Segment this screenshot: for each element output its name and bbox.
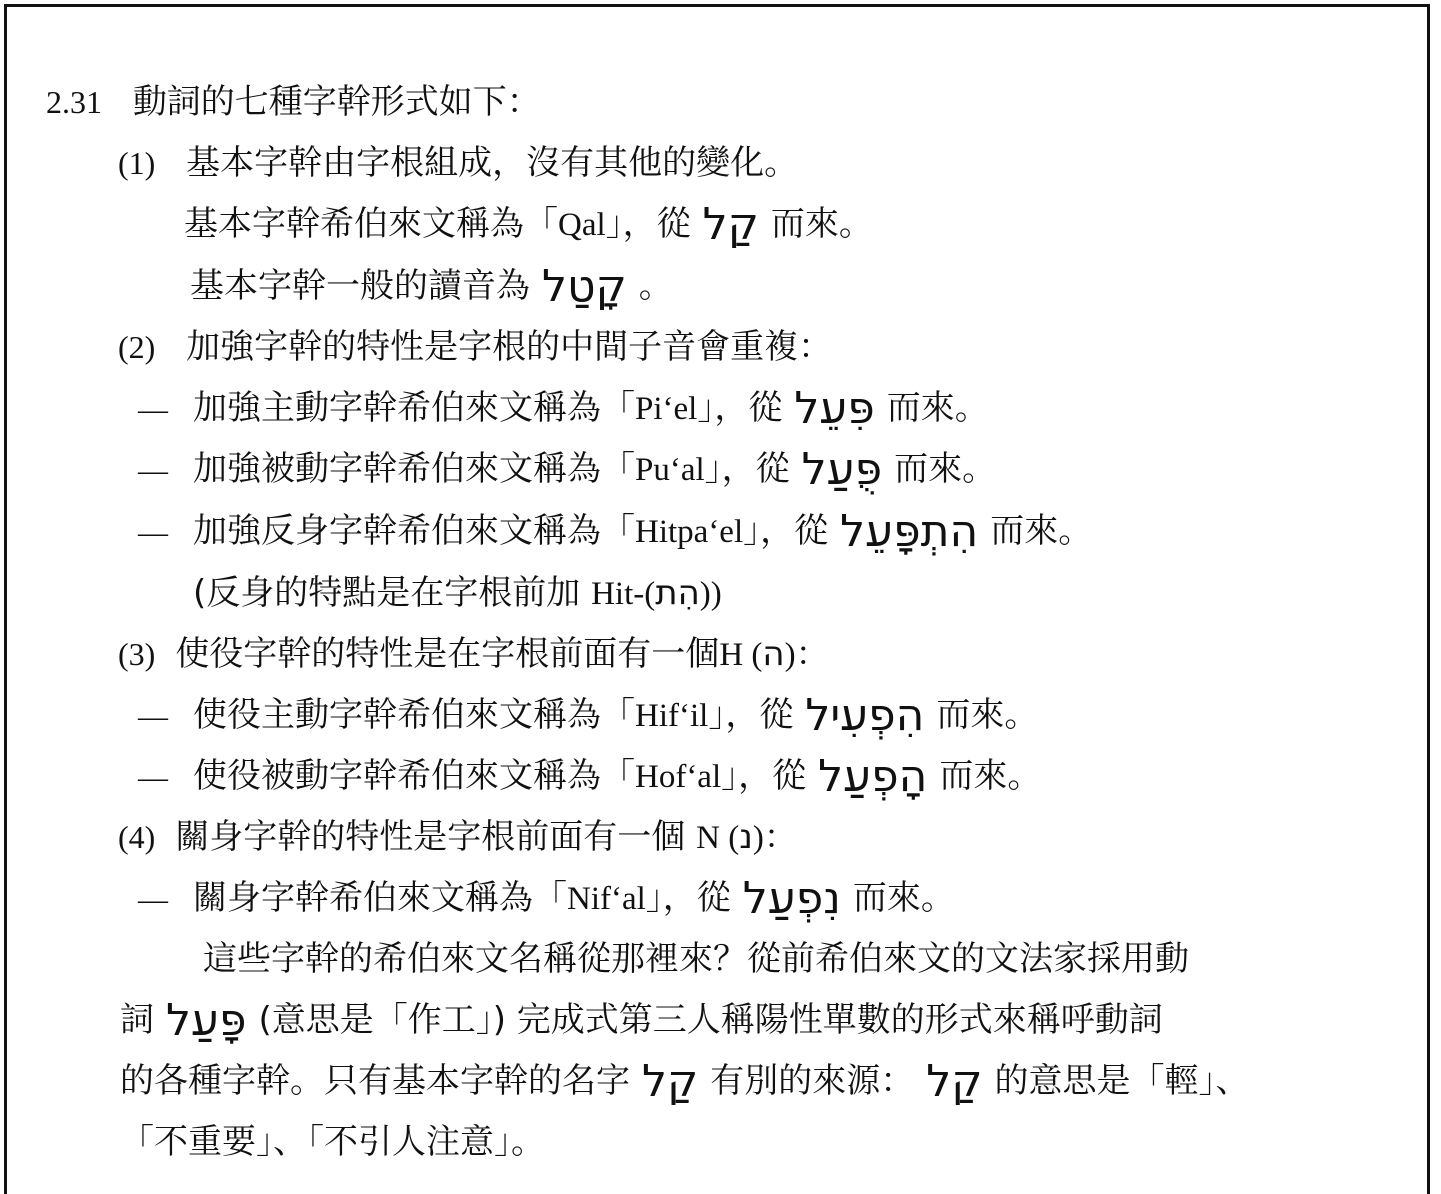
item-text: 基本字幹希伯來文稱為「 (184, 204, 558, 244)
stem-name: Hitpa‘el (635, 514, 744, 550)
stem-name: Qal (558, 207, 606, 243)
item-1 (118, 143, 798, 183)
item-pual (138, 444, 997, 495)
item-qal-reading (190, 261, 673, 312)
item-piel (138, 383, 989, 434)
item-text: 」，從 (704, 449, 790, 489)
item-nifal (138, 873, 955, 924)
stem-name: Pu‘al (635, 452, 705, 488)
item-3 (118, 634, 829, 675)
hebrew-word: קַל (642, 1056, 699, 1107)
item-4 (118, 817, 797, 858)
hebrew-word: הִת (655, 573, 700, 613)
item-text: 而來。 (852, 878, 955, 918)
paragraph-line-3 (120, 1056, 1250, 1107)
item-qal (184, 199, 873, 250)
hebrew-word: קַל (926, 1056, 983, 1107)
item-text: 而來。 (770, 204, 873, 244)
item-number: (4) (118, 819, 156, 855)
item-text: 」，從 (721, 756, 807, 796)
paragraph-text: 詞 (120, 1000, 154, 1040)
item-2 (118, 327, 832, 367)
hebrew-word: קַל (702, 199, 759, 250)
hebrew-word: פֻּעַל (801, 444, 883, 495)
dash-marker: — (138, 700, 168, 733)
item-text: 基本字幹一般的讀音為 (190, 266, 530, 306)
hebrew-word: הִפְעִיל (805, 690, 925, 741)
hebrew-word: קָטַל (542, 261, 627, 312)
hebrew-word: פִּעֵל (794, 383, 875, 434)
paragraph-text: 的各種字幹。只有基本字幹的名字 (120, 1061, 630, 1101)
item-text: 關身字幹希伯來文稱為「 (193, 878, 567, 918)
item-text: 」，從 (697, 388, 783, 428)
item-text: 」，從 (743, 511, 829, 551)
hebrew-word: הִתְפָּעֵל (840, 506, 979, 557)
item-number: (2) (118, 329, 156, 365)
item-text: 而來。 (939, 756, 1042, 796)
dash-marker: — (138, 761, 168, 794)
item-number: (1) (118, 145, 156, 181)
item-text: 」，從 (605, 204, 691, 244)
item-hitpael (138, 506, 1093, 557)
hebrew-word: ה (762, 634, 785, 674)
stem-prefix: N ( (696, 820, 740, 856)
stem-name: Hof‘al (635, 759, 722, 795)
paragraph-line-2 (120, 995, 1163, 1046)
item-text: 」，從 (708, 695, 794, 735)
item-text: 而來。 (936, 695, 1039, 735)
paragraph-text: (意思是「作工」) 完成式第三人稱陽性單數的形式來稱呼動詞 (258, 1000, 1163, 1040)
item-text: 加強反身字幹希伯來文稱為「 (193, 511, 635, 551)
stem-name: Pi‘el (635, 391, 698, 427)
paragraph-line-4 (120, 1122, 545, 1162)
paragraph-text: 有別的來源： (710, 1061, 915, 1101)
stem-name: Hif‘il (635, 698, 709, 734)
paragraph-text: 的意思是「輕」、 (994, 1061, 1250, 1101)
paragraph-line-1 (203, 939, 1189, 979)
item-text: 而來。 (894, 449, 997, 489)
dash-marker: — (138, 393, 168, 426)
stem-prefix: H ( (719, 637, 763, 673)
hebrew-word: הָפְעַל (818, 751, 928, 802)
item-text: )： (784, 637, 829, 673)
item-text: 關身字幹的特性是字根前面有一個 (175, 817, 686, 857)
hebrew-word: נִפְעַל (742, 873, 841, 924)
item-text: 而來。 (990, 511, 1093, 551)
item-text: 使役被動字幹希伯來文稱為「 (193, 756, 635, 796)
item-text: 基本字幹由字根組成，沒有其他的變化。 (186, 143, 799, 183)
stem-name: Nif‘al (567, 881, 646, 917)
dash-marker: — (138, 454, 168, 487)
section-title: 動詞的七種字幹形式如下： (132, 82, 541, 122)
item-text: 加強主動字幹希伯來文稱為「 (193, 388, 635, 428)
paragraph-text: 「不重要」、「不引人注意」。 (120, 1122, 545, 1162)
item-text: 使役主動字幹希伯來文稱為「 (193, 695, 635, 735)
hebrew-word: פָּעַל (166, 995, 247, 1046)
item-reflexive-note (193, 573, 722, 614)
section-heading (46, 82, 541, 122)
item-text: )) (699, 576, 722, 612)
item-hifil (138, 690, 1039, 741)
item-text: 加強字幹的特性是字根的中間子音會重複： (186, 327, 833, 367)
item-text: (反身的特點是在字根前加 (193, 573, 581, 613)
item-text: 而來。 (886, 388, 989, 428)
section-number: 2.31 (46, 84, 102, 120)
item-number: (3) (118, 636, 156, 672)
item-hofal (138, 751, 1042, 802)
dash-marker: — (138, 516, 168, 549)
stem-prefix: Hit-( (591, 576, 656, 612)
item-text: 。 (638, 266, 673, 306)
hebrew-word: נ (739, 817, 753, 857)
item-text: 」，從 (645, 878, 731, 918)
dash-marker: — (138, 883, 168, 916)
item-text: 加強被動字幹希伯來文稱為「 (193, 449, 635, 489)
item-text: 使役字幹的特性是在字根前面有一個 (175, 634, 720, 674)
item-text: )： (752, 820, 797, 856)
paragraph-text: 這些字幹的希伯來文名稱從那裡來？從前希伯來文的文法家採用動 (203, 939, 1189, 979)
